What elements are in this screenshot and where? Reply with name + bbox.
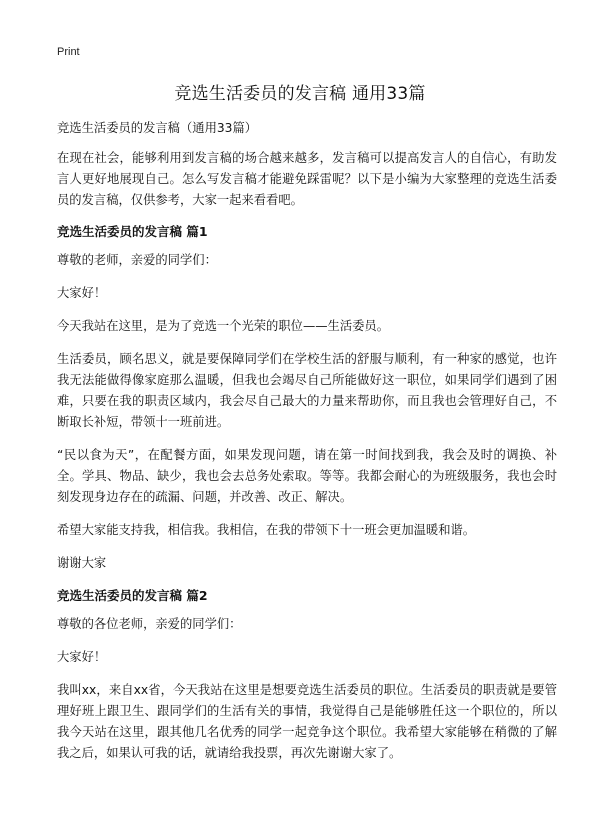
- body-paragraph: 生活委员，顾名思义，就是要保障同学们在学校生活的舒服与顺利，有一种家的感觉，也许我无法能做得像家庭那么温暖，但我也会竭尽自己所能做好这一职位，如果同学们遇到了困难，只要在我的职责区域内，我会尽自己最大的力量来帮助你，而且我也会管理好自己，不断取长补短，带领十一班前进。: [57, 352, 557, 429]
- section-heading: 竞选生活委员的发言稿 篇1: [57, 224, 208, 239]
- intro-paragraph: 在现在社会，能够利用到发言稿的场合越来越多，发言稿可以提高发言人的自信心，有助发言人更好地展现自己。怎么写发言稿才能避免踩雷呢？以下是小编为大家整理的竞选生活委员的发言稿，仅供参考，大家一起来看看吧。: [57, 151, 557, 207]
- body-paragraph: 我叫xx，来自xx省，今天我站在这里是想要竞选生活委员的职位。生活委员的职责就是要管理好班上跟卫生、跟同学们的生活有关的事情，我觉得自己是能够胜任这一个职位的，所以我今天站在这里，跟其他几名优秀的同学一起竞争这个职位。我希望大家能够在稍微的了解我之后，如果认可我的话，就请给我投票，再次先谢谢大家了。: [57, 683, 557, 760]
- document-title: 竞选生活委员的发言稿 通用33篇: [174, 84, 426, 104]
- body-paragraph: 今天我站在这里，是为了竞选一个光荣的职位——生活委员。: [57, 319, 390, 333]
- greeting: 大家好！: [57, 286, 107, 300]
- section-heading: 竞选生活委员的发言稿 篇2: [57, 588, 208, 603]
- print-link[interactable]: Print: [57, 46, 80, 58]
- closing: 谢谢大家: [57, 556, 107, 570]
- document-subtitle: 竞选生活委员的发言稿（通用33篇）: [57, 121, 258, 135]
- salutation: 尊敬的老师，亲爱的同学们：: [57, 253, 217, 267]
- body-paragraph: 希望大家能支持我，相信我。我相信，在我的带领下十一班会更加温暖和谐。: [57, 523, 476, 537]
- salutation: 尊敬的各位老师，亲爱的同学们：: [57, 617, 242, 631]
- document-body: [57, 118, 557, 776]
- greeting: 大家好！: [57, 650, 107, 664]
- body-paragraph: “民以食为天”，在配餐方面，如果发现问题，请在第一时间找到我，我会及时的调换、补全。学具、物品、缺少，我也会去总务处索取。等等。我都会耐心的为班级服务，我也会时刻发现身边存在的疏漏、问题，并改善、改正、解决。: [57, 448, 557, 504]
